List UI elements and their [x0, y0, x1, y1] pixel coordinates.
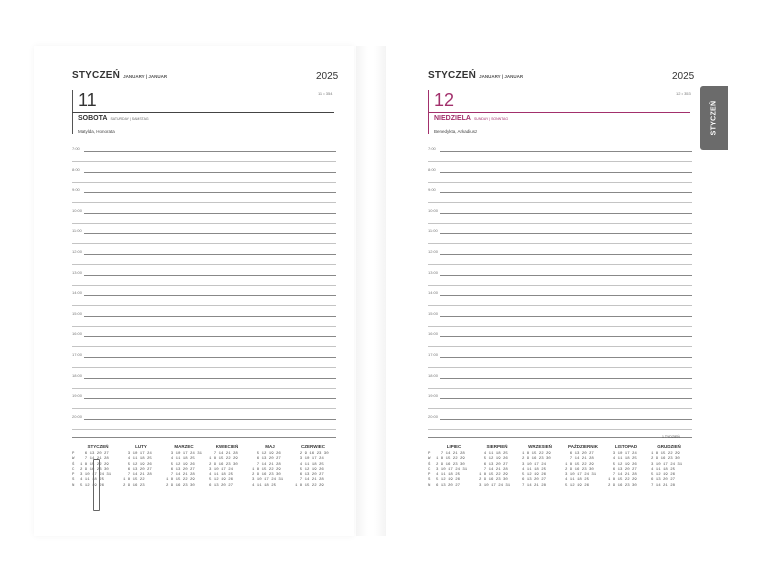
- half-hour-line[interactable]: [428, 346, 692, 347]
- day-number: 11: [78, 90, 97, 110]
- half-hour-line[interactable]: [428, 243, 692, 244]
- half-hour-line[interactable]: [72, 326, 336, 327]
- half-hour-line[interactable]: [72, 243, 336, 244]
- mini-month-name: KWIECIEŃ: [215, 444, 239, 449]
- month-tab[interactable]: [700, 86, 728, 150]
- mini-month-name: MARZEC: [174, 444, 194, 449]
- month-subtitle: JANUARY | JANUAR: [123, 74, 168, 79]
- hour-label: 20:00: [428, 413, 439, 419]
- hour-label: 20:00: [72, 413, 83, 419]
- half-hour-line[interactable]: [72, 429, 336, 430]
- left-page: [34, 46, 354, 536]
- day-name: [78, 115, 149, 122]
- mini-month-grid: 5 12 19 26 6 13 20 27 7 14 21 28 1 8 15 22 29 2 9 16 23 30 3 10 17 24 31 4 11 18 25: [252, 452, 284, 488]
- hour-label: 13:00: [72, 269, 83, 275]
- half-hour-line[interactable]: [428, 326, 692, 327]
- half-hour-line[interactable]: [72, 346, 336, 347]
- weekday-column: P W Ś C P S N: [72, 452, 75, 488]
- year-label: 2025: [672, 71, 695, 82]
- hour-line[interactable]: [84, 151, 336, 152]
- mini-month-name: STYCZEŃ: [87, 444, 109, 449]
- date-rule: [428, 112, 690, 113]
- hour-label: 17:00: [72, 352, 83, 357]
- weekday-column: P W Ś C P S N: [428, 452, 431, 488]
- end-line: [428, 437, 692, 438]
- name-day: Matylda, Honorata: [78, 129, 115, 134]
- hour-label: 11:00: [72, 228, 82, 234]
- day-name-subtitle: SATURDAY | SAMSTAG: [110, 117, 149, 121]
- day-of-year: 12 • 353: [676, 91, 691, 96]
- day-number: 12: [434, 90, 455, 110]
- hour-line[interactable]: [440, 233, 692, 234]
- half-hour-line[interactable]: [428, 182, 692, 183]
- half-hour-line[interactable]: [428, 388, 692, 389]
- mini-month-grid: 6 13 20 27 7 14 21 28 1 8 15 22 29 2 9 16 23 30 3 10 17 24 31 4 11 18 25 5 12 19 26: [80, 452, 112, 488]
- half-hour-line[interactable]: [428, 367, 692, 368]
- name-day: Benedykta, Arkadiusz: [434, 129, 478, 134]
- half-hour-line[interactable]: [428, 285, 692, 286]
- hour-label: 9:00: [428, 187, 436, 193]
- half-hour-line[interactable]: [428, 202, 692, 203]
- day-name-subtitle: SUNDAY | SONNTAG: [473, 117, 509, 121]
- half-hour-line[interactable]: [428, 223, 692, 224]
- hour-line[interactable]: [440, 357, 692, 358]
- hour-line[interactable]: [84, 419, 336, 420]
- right-page: [386, 46, 706, 536]
- hour-label: 12:00: [72, 249, 83, 254]
- hour-label: 19:00: [428, 393, 439, 399]
- mini-month-grid: 4 11 18 25 5 12 19 26 6 13 20 27 7 14 21 28 1 8 15 22 29 2 9 16 23 30 3 10 17 24 31: [479, 452, 511, 488]
- month-subtitle: JANUARY | JANUAR: [479, 74, 524, 79]
- mini-month-name: PAŹDZIERNIK: [568, 444, 598, 449]
- day-of-year: 11 • 354: [318, 91, 333, 96]
- mini-month-grid: 7 14 21 28 1 8 15 22 29 2 9 16 23 30 3 10 17 24 31 4 11 18 25 5 12 19 26 6 13 20 27: [436, 452, 468, 488]
- hour-line[interactable]: [440, 316, 692, 317]
- year-label: 2025: [316, 71, 339, 82]
- hour-line[interactable]: [84, 254, 336, 255]
- half-hour-line[interactable]: [72, 264, 336, 265]
- month-title: STYCZEŃ: [428, 70, 477, 81]
- hour-line[interactable]: [440, 254, 692, 255]
- hour-label: 8:00: [428, 166, 436, 172]
- half-hour-line[interactable]: [428, 305, 692, 306]
- hour-label: 7:00: [72, 146, 80, 151]
- hour-label: 15:00: [428, 310, 439, 316]
- mini-month-name: WRZESIEŃ: [528, 444, 552, 449]
- mini-month-name: MAJ: [265, 444, 275, 449]
- hour-label: 13:00: [428, 269, 439, 275]
- mini-month-grid: 7 14 21 28 1 8 15 22 29 2 9 16 23 30 3 10 17 24 4 11 18 25 5 12 19 26 6 13 20 27: [209, 452, 238, 488]
- hour-line[interactable]: [84, 336, 336, 337]
- hour-label: 15:00: [72, 310, 83, 316]
- hour-line[interactable]: [440, 192, 692, 193]
- hour-line[interactable]: [84, 316, 336, 317]
- date-rule: [72, 112, 334, 113]
- hour-line[interactable]: [84, 398, 336, 399]
- mini-month-name: LIPIEC: [446, 444, 462, 449]
- hour-line[interactable]: [440, 378, 692, 379]
- hour-label: 16:00: [428, 331, 439, 337]
- hour-line[interactable]: [440, 419, 692, 420]
- hour-line[interactable]: [84, 378, 336, 379]
- hour-label: 12:00: [428, 249, 439, 254]
- hour-line[interactable]: [440, 151, 692, 152]
- page-gutter: [356, 46, 386, 536]
- week-footnote: 1 TYDZIEŃ: [662, 435, 680, 439]
- hour-line[interactable]: [440, 275, 692, 276]
- hour-line[interactable]: [84, 295, 336, 296]
- month-tab-label: STYCZEŃ: [710, 100, 718, 136]
- month-header: [428, 70, 523, 81]
- half-hour-line[interactable]: [428, 429, 692, 430]
- hour-label: 8:00: [72, 166, 80, 172]
- hour-label: 7:00: [428, 146, 436, 151]
- half-hour-line[interactable]: [72, 408, 336, 409]
- mini-month-name: CZERWIEC: [301, 444, 325, 449]
- mini-month-grid: 1 8 15 22 29 2 9 16 23 30 3 10 17 24 4 11 18 25 5 12 19 26 6 13 20 27 7 14 21 28: [522, 452, 551, 488]
- half-hour-line[interactable]: [72, 285, 336, 286]
- hour-line[interactable]: [84, 192, 336, 193]
- hour-line[interactable]: [84, 357, 336, 358]
- mini-month-name: LUTY: [135, 444, 147, 449]
- hour-line[interactable]: [84, 172, 336, 173]
- half-hour-line[interactable]: [72, 305, 336, 306]
- hour-label: 14:00: [72, 290, 83, 296]
- month-header: [72, 70, 167, 81]
- mini-month-grid: 6 13 20 27 7 14 21 28 1 8 15 22 29 2 9 16 23 30 3 10 17 24 31 4 11 18 25 5 12 19 26: [565, 452, 597, 488]
- mini-month-grid: 1 8 15 22 29 2 9 16 23 30 3 10 17 24 31 4 11 18 25 5 12 19 26 6 13 20 27 7 14 21 28: [651, 452, 683, 488]
- hour-line[interactable]: [84, 275, 336, 276]
- half-hour-line[interactable]: [72, 367, 336, 368]
- day-name-text: NIEDZIELA: [434, 115, 471, 122]
- half-hour-line[interactable]: [72, 202, 336, 203]
- hour-label: 9:00: [72, 187, 80, 193]
- half-hour-line[interactable]: [428, 161, 692, 162]
- hour-label: 18:00: [428, 372, 439, 378]
- mini-month-grid: 3 10 17 24 4 11 18 25 5 12 19 26 6 13 20 27 7 14 21 28 1 8 15 22 2 9 16 23: [123, 452, 152, 488]
- hour-line[interactable]: [440, 336, 692, 337]
- half-hour-line[interactable]: [72, 161, 336, 162]
- current-week-highlight: [93, 459, 100, 511]
- hour-line[interactable]: [440, 398, 692, 399]
- hour-label: 16:00: [72, 331, 83, 337]
- hour-label: 10:00: [72, 207, 83, 213]
- day-name: [434, 115, 508, 122]
- hour-label: 14:00: [428, 290, 439, 296]
- half-hour-line[interactable]: [72, 223, 336, 224]
- planner-spread: [34, 46, 734, 536]
- hour-label: 18:00: [72, 372, 83, 378]
- mini-month-grid: 3 10 17 24 31 4 11 18 25 5 12 19 26 6 13 20 27 7 14 21 28 1 8 15 22 29 2 9 16 23 30: [166, 452, 203, 488]
- mini-month-name: SIERPIEŃ: [486, 444, 508, 449]
- half-hour-line[interactable]: [72, 182, 336, 183]
- hour-line[interactable]: [440, 172, 692, 173]
- day-name-text: SOBOTA: [78, 115, 108, 122]
- hour-line[interactable]: [84, 213, 336, 214]
- hour-line[interactable]: [84, 233, 336, 234]
- half-hour-line[interactable]: [428, 264, 692, 265]
- hour-label: 19:00: [72, 393, 83, 399]
- mini-month-grid: 3 10 17 24 4 11 18 25 5 12 19 26 6 13 20 27 7 14 21 28 1 8 15 22 29 2 9 16 23 30: [608, 452, 637, 488]
- hour-label: 10:00: [428, 207, 439, 213]
- end-line: [72, 437, 336, 438]
- hour-line[interactable]: [440, 213, 692, 214]
- half-hour-line[interactable]: [72, 388, 336, 389]
- half-hour-line[interactable]: [428, 408, 692, 409]
- hour-label: 11:00: [428, 228, 438, 234]
- hour-line[interactable]: [440, 295, 692, 296]
- mini-month-name: LISTOPAD: [614, 444, 638, 449]
- mini-month-grid: 2 9 16 23 30 3 10 17 24 4 11 18 25 5 12 19 26 6 13 20 27 7 14 21 28 1 8 15 22 29: [295, 452, 329, 488]
- hour-label: 17:00: [428, 352, 439, 357]
- mini-month-name: GRUDZIEŃ: [657, 444, 681, 449]
- month-title: STYCZEŃ: [72, 70, 121, 81]
